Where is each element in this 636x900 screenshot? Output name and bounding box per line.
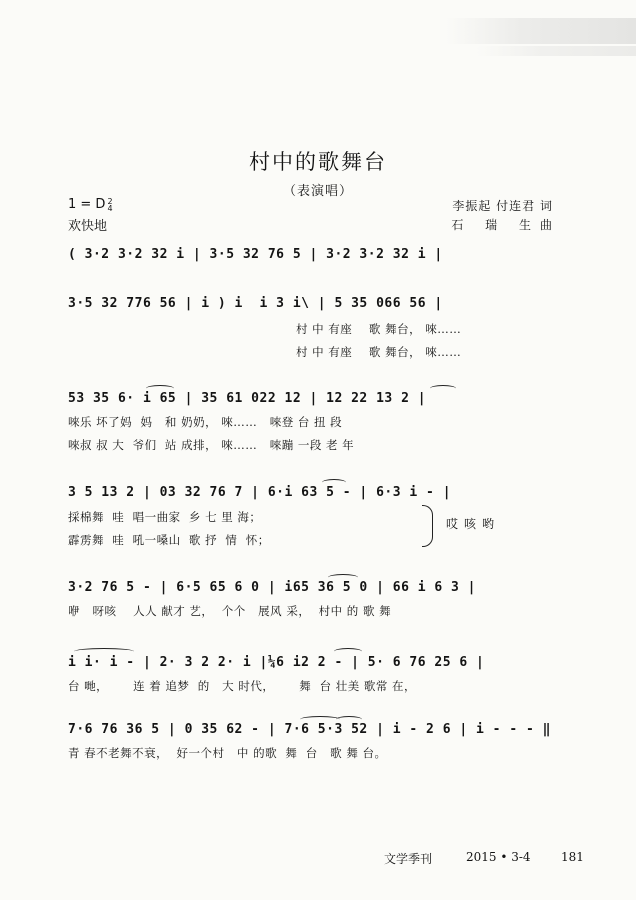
slur-mark xyxy=(328,574,358,581)
page-number: 181 xyxy=(561,850,584,864)
slur-mark xyxy=(322,479,346,486)
lyric-line: 青 春不老舞不衰， 好一个村 中 的歌 舞 台 歌 舞 台。 xyxy=(68,746,387,760)
notation-row: ( 3·2 3·2 32 i | 3·5 32 76 5 | 3·2 3·2 32 i | xyxy=(68,247,443,262)
lyric-line: 唻乐 坏了妈 妈 和 奶奶， 唻…… 唻登 台 扭 段 xyxy=(68,415,343,429)
song-title: 村中的歌舞台 xyxy=(249,150,387,174)
lyric-brace xyxy=(422,505,433,547)
slur-mark xyxy=(430,385,456,392)
scan-artifact xyxy=(446,18,636,44)
notation-row: 3 5 13 2 | 03 32 76 7 | 6·i 63 5 - | 6·3 i - | xyxy=(68,485,452,500)
lyric-line: 咿 呀咳 人人 献才 艺， 个个 展风 采， 村中 的 歌 舞 xyxy=(68,604,392,618)
tempo-marking: 欢快地 xyxy=(68,219,108,234)
lyric-line: 台 哋， 连 着 追梦 的 大 时代， 舞 台 壮美 歌常 在， xyxy=(68,679,417,693)
key-signature xyxy=(68,197,113,212)
issue-number: 2015 • 3-4 xyxy=(466,850,531,864)
lyric-line: 唻叔 叔 大 爷们 站 成排， 唻…… 唻蹦 一段 老 年 xyxy=(68,438,355,452)
journal-name: 文学季刊 xyxy=(384,852,433,866)
song-subtitle: （表演唱） xyxy=(282,184,353,199)
lyricist-credit: 李振起 付连君 词 xyxy=(452,199,553,213)
time-signature-top: 2 xyxy=(107,196,113,206)
time-signature xyxy=(107,198,112,212)
key-label: 1 = D xyxy=(68,197,106,212)
slur-mark xyxy=(334,648,362,655)
lyric-line: 霹雳舞 哇 吼一嗓山 歌 抒 情 怀； xyxy=(68,533,270,547)
notation-row: 3·2 76 5 - | 6·5 65 6 0 | i65 36 5 0 | 66 i 6 3 | xyxy=(68,580,477,595)
composer-credit: 石 瑞 生曲 xyxy=(451,218,561,232)
slur-mark xyxy=(336,716,362,723)
notation-row: 7·6 76 36 5 | 0 35 62 - | 7·6 5·3 52 | i - 2 6 | i - - - ‖ xyxy=(68,722,551,737)
lyric-line: 村 中 有座 歌 舞台， 唻…… xyxy=(296,322,462,336)
notation-row: 53 35 6· i 65 | 35 61 022 12 | 12 22 13 2 | xyxy=(68,391,427,406)
scan-artifact xyxy=(476,46,636,56)
notation-row: 3·5 32 776 56 | i ) i i 3 i\ | 5 35 066 56 | xyxy=(68,296,443,311)
slur-mark xyxy=(300,716,340,723)
slur-mark xyxy=(146,385,174,392)
lyric-line: 村 中 有座 歌 舞台， 唻…… xyxy=(296,345,462,359)
lyric-line: 採棉舞 哇 唱一曲家 乡 七 里 海； xyxy=(68,510,262,524)
time-signature-bottom: 4 xyxy=(107,203,113,213)
slur-mark xyxy=(74,648,134,655)
notation-row: i i· i - | 2· 3 2 2· i |¼6 i2 2 - | 5· 6 76 25 6 | xyxy=(68,655,485,670)
interjection-text: 哎咳哟 xyxy=(446,517,501,531)
